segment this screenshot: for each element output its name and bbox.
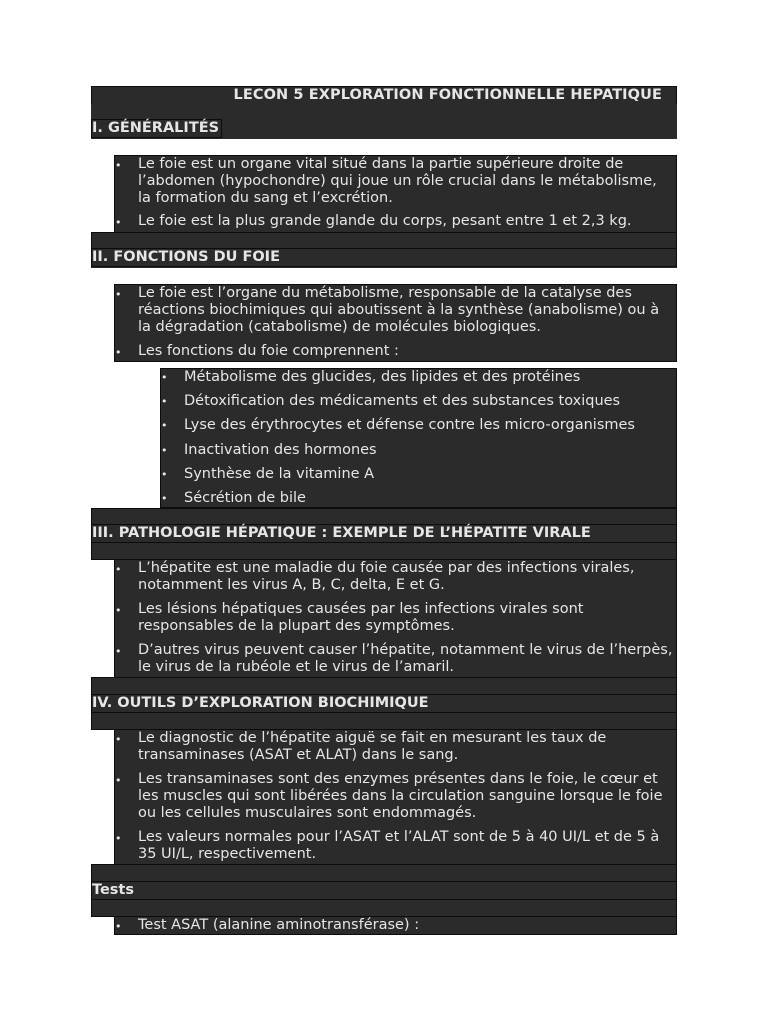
bullet-icon: •: [115, 733, 122, 746]
list-item: Synthèse de la vitamine A: [184, 466, 375, 482]
list-item: Détoxification des médicaments et des substances toxiques: [184, 393, 621, 409]
bullet-icon: •: [115, 159, 122, 172]
bullet-icon: •: [115, 920, 122, 933]
bullet-icon: •: [115, 216, 122, 229]
section-3-list: [114, 559, 677, 678]
bullet-icon: •: [115, 832, 122, 845]
section-3-heading: III. PATHOLOGIE HÉPATIQUE : EXEMPLE DE L’HÉPATITE VIRALE: [91, 524, 677, 543]
section-1-heading: I. GÉNÉRALITÉS: [91, 119, 222, 138]
list-item: Test ASAT (alanine aminotransférase) :: [138, 917, 420, 933]
list-item: Les valeurs normales pour l’ASAT et l’ALAT sont de 5 à 40 UI/L et de 5 à 35 UI/L, respectivement.: [138, 829, 660, 862]
bullet-icon: •: [115, 346, 122, 359]
list-item: Le foie est un organe vital situé dans la partie supérieure droite de l’abdomen (hypochondre) qui joue un rôle crucial dans le métabolisme, la formation du sang et l’excrétion.: [138, 156, 657, 206]
bullet-icon: •: [115, 774, 122, 787]
page-title-text: LECON 5 EXPLORATION FONCTIONNELLE HEPATIQUE: [233, 87, 662, 103]
bullet-icon: •: [115, 604, 122, 617]
page-title: [91, 86, 677, 105]
bullet-icon: •: [161, 444, 168, 457]
list-item: Les transaminases sont des enzymes présentes dans le foie, le cœur et les muscles qui sont libérées dans la circulation sanguine lorsque le foie ou les cellules musculaires sont endommagés.: [138, 771, 663, 821]
section-5-list: [114, 916, 677, 935]
list-item: Métabolisme des glucides, des lipides et des protéines: [184, 369, 581, 385]
list-item: L’hépatite est une maladie du foie causée par des infections virales, notamment les virus A, B, C, delta, E et G.: [138, 560, 635, 593]
section-5-heading: Tests: [91, 881, 677, 900]
list-item: Le diagnostic de l’hépatite aiguë se fait en mesurant les taux de transaminases (ASAT et ALAT) dans le sang.: [138, 730, 607, 763]
bullet-icon: •: [115, 645, 122, 658]
section-1-heading-bar: [91, 104, 677, 139]
list-item: Lyse des érythrocytes et défense contre les micro-organismes: [184, 417, 635, 433]
list-item: D’autres virus peuvent causer l’hépatite, notamment le virus de l’herpès, le virus de la rubéole et le virus de l’amaril.: [138, 642, 673, 675]
list-item: Le foie est la plus grande glande du corps, pesant entre 1 et 2,3 kg.: [138, 213, 632, 229]
list-item: Le foie est l’organe du métabolisme, responsable de la catalyse des réactions biochimiques qui aboutissent à la synthèse (anabolisme) ou à la dégradation (catabolisme) de molécules biologiques.: [138, 285, 660, 335]
section-5-heading-bar: [91, 864, 677, 917]
section-2-list: [114, 284, 677, 362]
bullet-icon: •: [161, 468, 168, 481]
bullet-icon: •: [161, 371, 168, 384]
section-4-heading-bar: [91, 677, 677, 730]
section-1-list: [114, 155, 677, 233]
list-item: Les lésions hépatiques causées par les infections virales sont responsables de la plupart des symptômes.: [138, 601, 584, 634]
list-item: Inactivation des hormones: [184, 442, 377, 458]
section-2-heading-bar: [91, 232, 677, 268]
list-item: Sécrétion de bile: [184, 490, 306, 506]
bullet-icon: •: [161, 492, 168, 505]
section-4-heading: IV. OUTILS D’EXPLORATION BIOCHIMIQUE: [91, 694, 677, 713]
bullet-icon: •: [161, 395, 168, 408]
section-4-list: [114, 729, 677, 865]
section-3-heading-bar: [91, 508, 677, 560]
list-item: Les fonctions du foie comprennent :: [138, 343, 399, 359]
section-2-heading: II. FONCTIONS DU FOIE: [91, 248, 677, 267]
bullet-icon: •: [161, 419, 168, 432]
section-2-sublist: [160, 368, 677, 508]
bullet-icon: •: [115, 288, 122, 301]
bullet-icon: •: [115, 563, 122, 576]
